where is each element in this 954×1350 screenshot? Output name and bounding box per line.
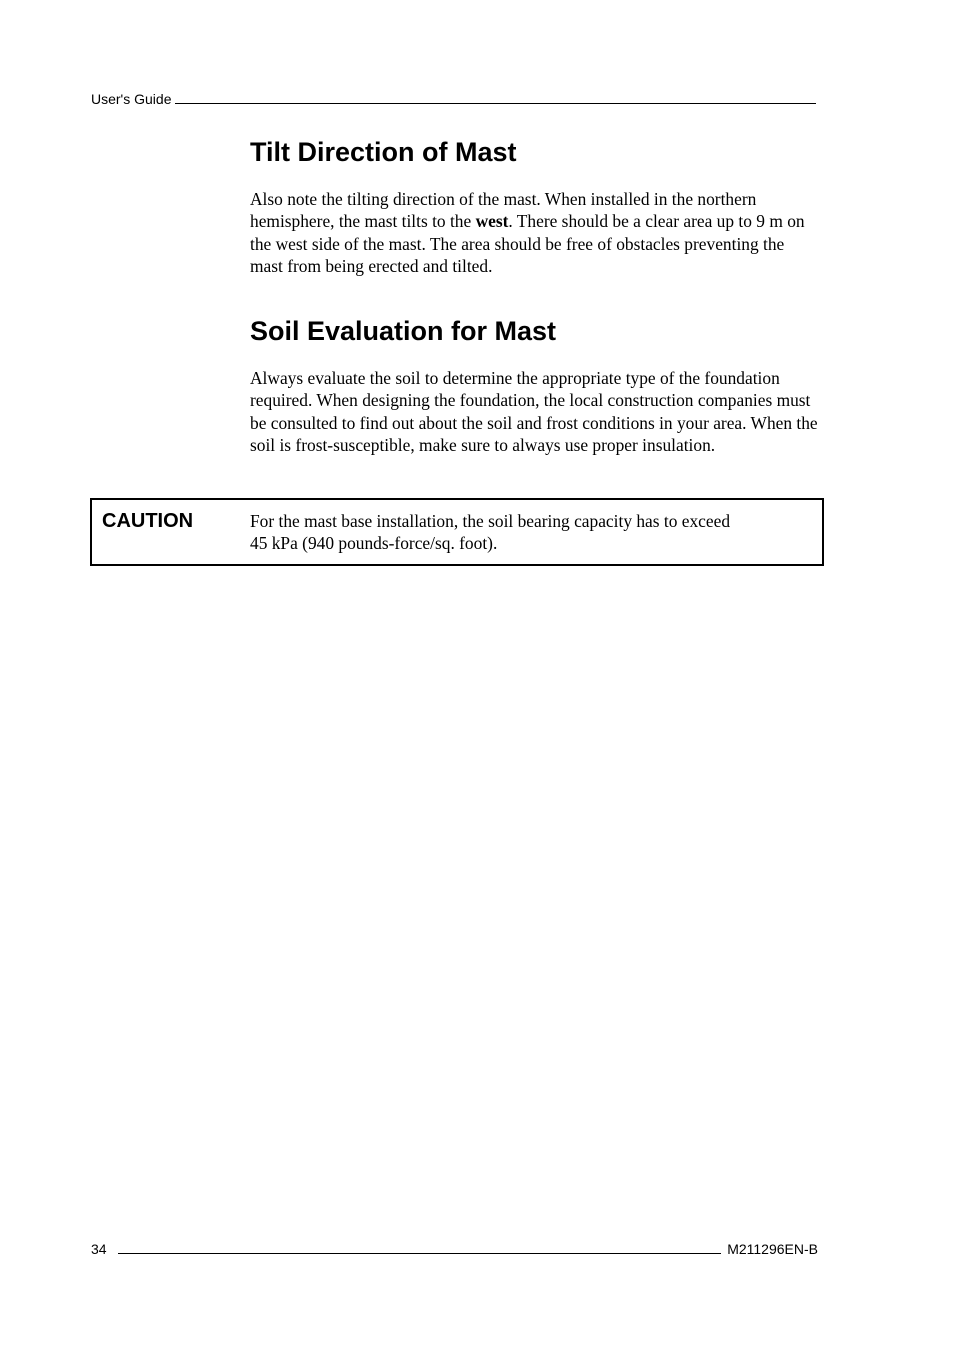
caution-text-line-2: 45 kPa (940 pounds-force/sq. foot). xyxy=(250,533,498,554)
section-body-tilt-direction xyxy=(250,188,820,277)
tilt-text-start: Also note the tilting direction of the mast. When installed in the northern hemisphere, the mast tilts to the xyxy=(250,189,757,232)
section-body-soil-evaluation: Always evaluate the soil to determine the appropriate type of the foundation required. When designing the foundation, the local construction companies must be consulted to find out about the soil and frost conditions in your area. When the soil is frost-susceptible, make sure to always use proper insulation. xyxy=(250,368,818,455)
document-code: M211296EN-B xyxy=(727,1241,818,1257)
caution-text-line-1: For the mast base installation, the soil bearing capacity has to exceed xyxy=(250,511,731,531)
header-rule xyxy=(175,90,816,104)
section-heading-soil-evaluation: Soil Evaluation for Mast xyxy=(250,316,557,346)
running-header xyxy=(91,90,816,108)
tilt-text-bold: west xyxy=(475,211,509,232)
running-footer xyxy=(91,1240,818,1258)
caution-label: CAUTION xyxy=(102,510,194,532)
header-title: User's Guide xyxy=(91,91,172,107)
page-number: 34 xyxy=(91,1241,107,1257)
footer-rule xyxy=(118,1240,722,1254)
caution-box xyxy=(90,498,824,566)
section-heading-tilt-direction: Tilt Direction of Mast xyxy=(250,137,517,167)
caution-text xyxy=(250,510,815,555)
tilt-text-end: . There should be a clear area up to 9 m on the west side of the mast. The area should be free of obstacles preventing the mast from being erected and tilted. xyxy=(250,211,805,276)
